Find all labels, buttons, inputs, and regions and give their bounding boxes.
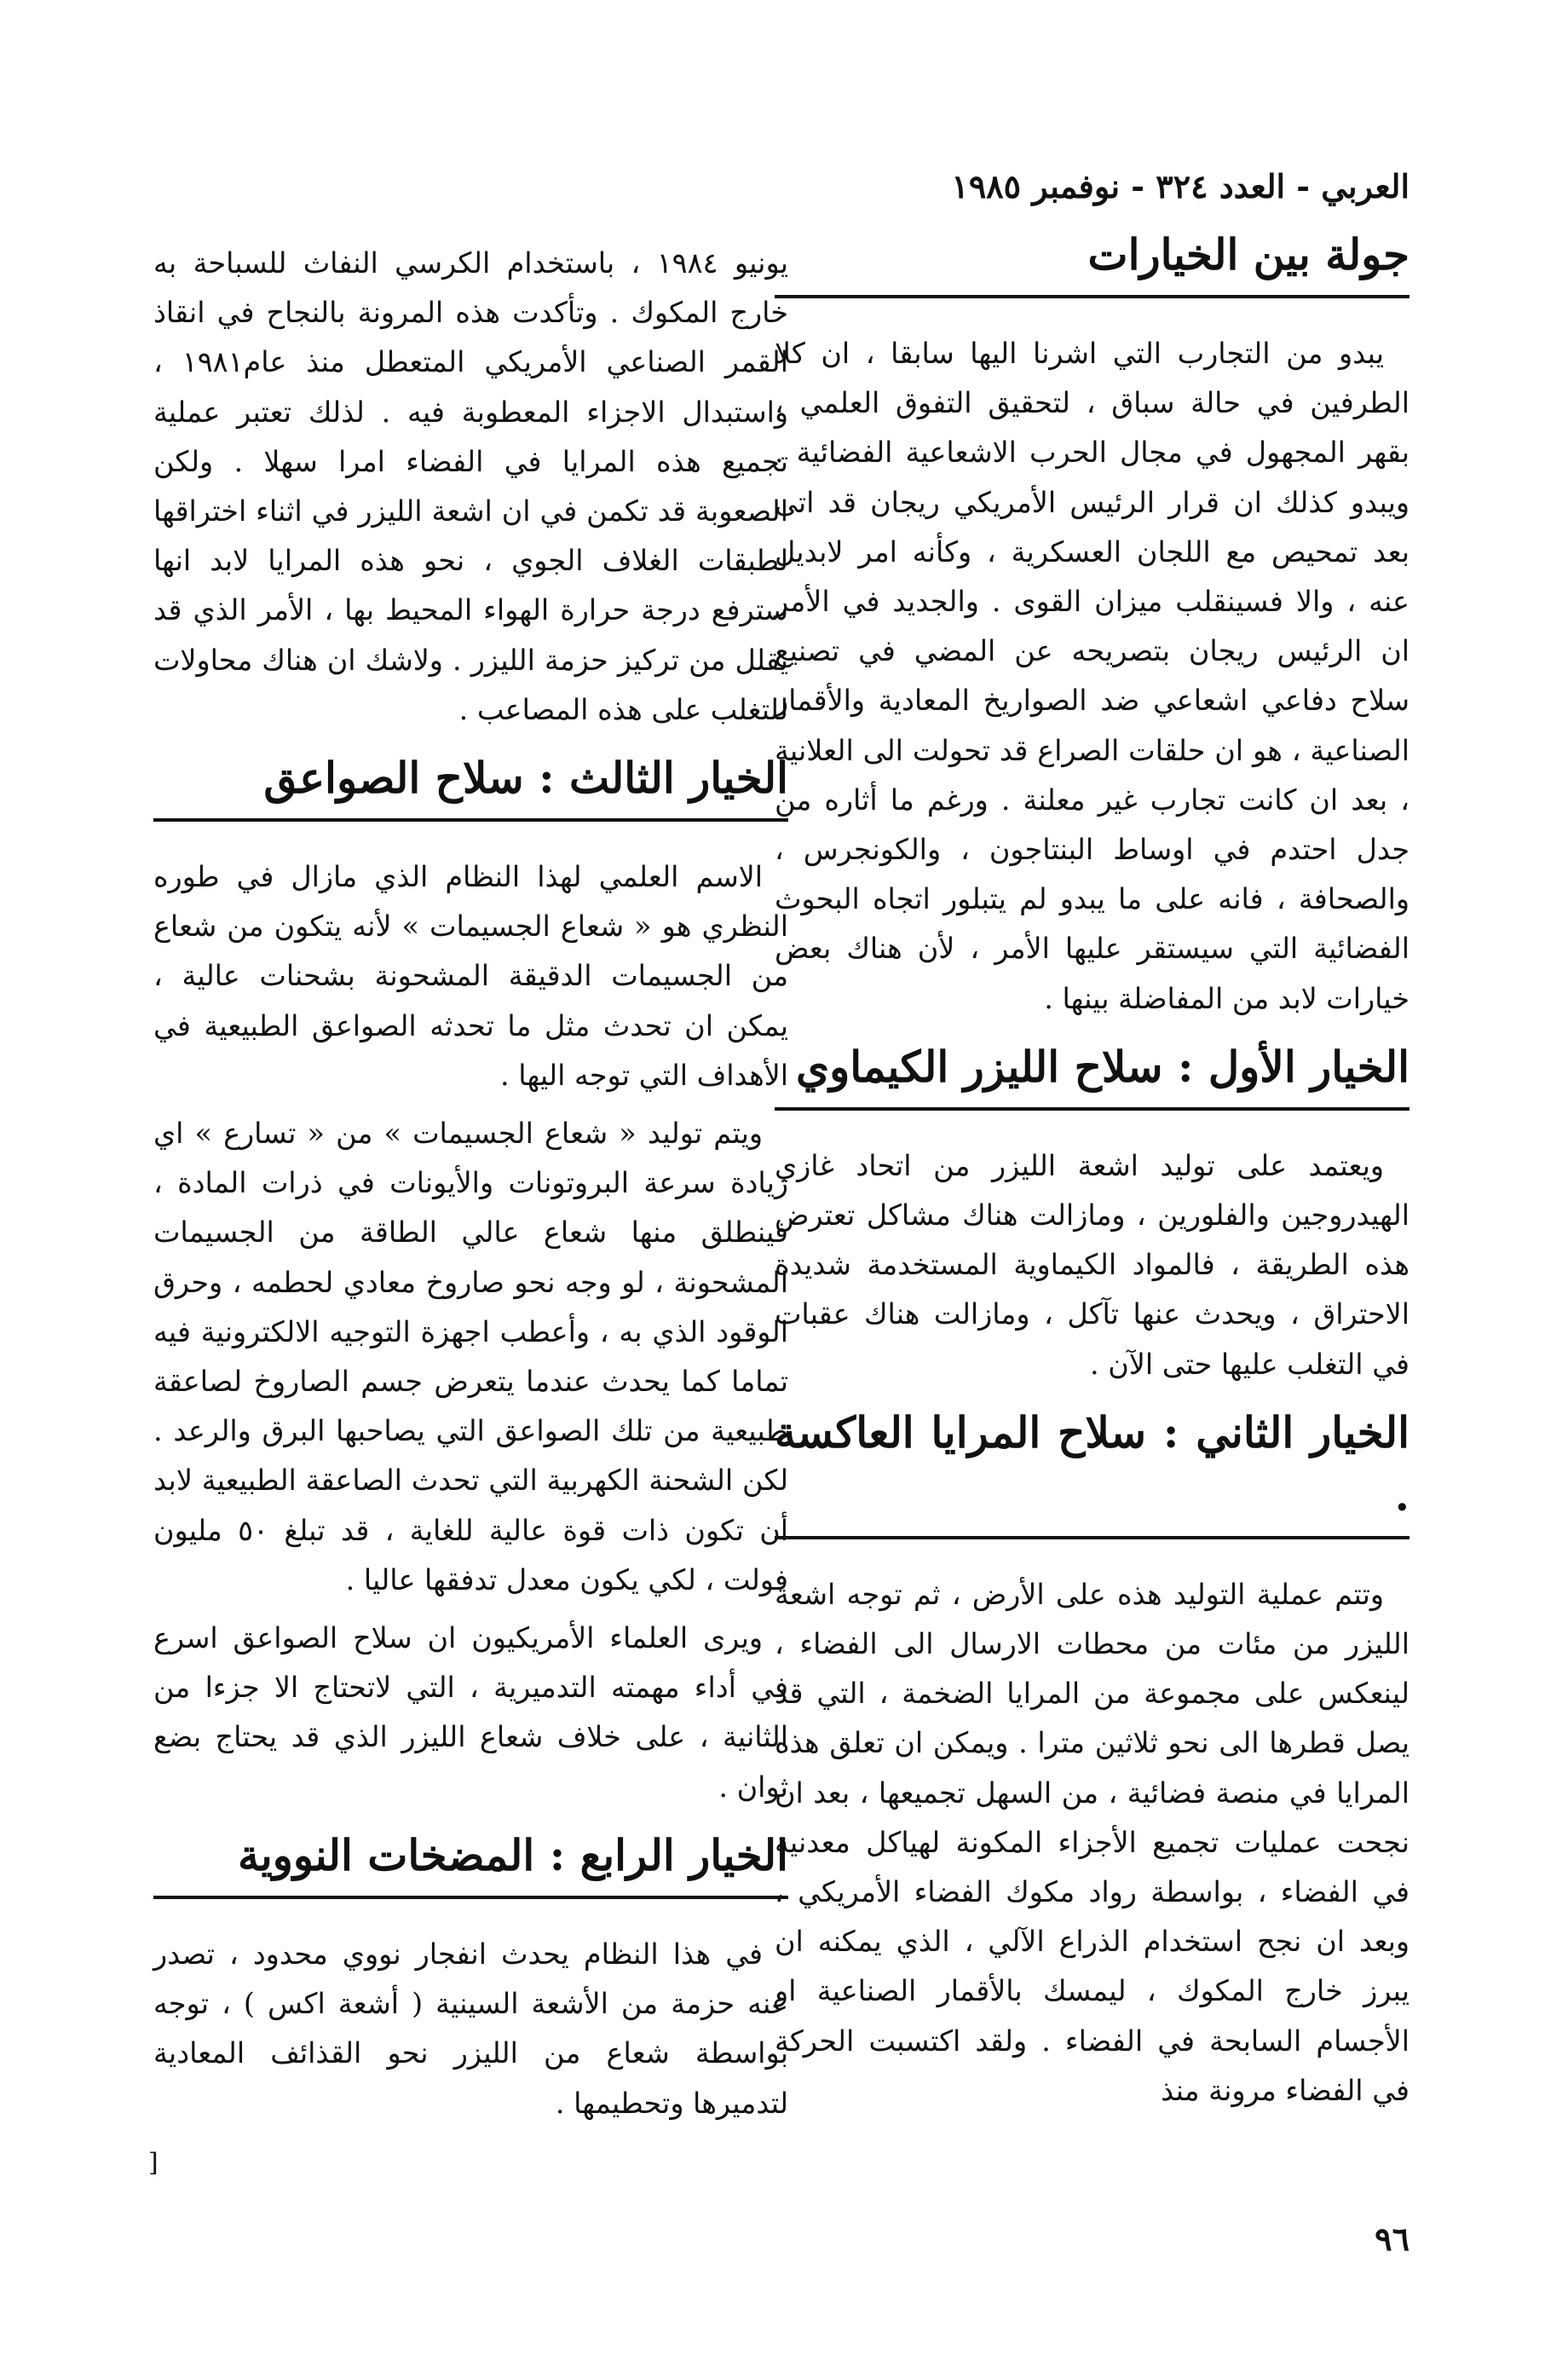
paragraph: وتتم عملية التوليد هذه على الأرض ، ثم توجه اشعة الليزر من مئات من محطات الارسال الى الفضاء ، لينعكس على مجموعة من المرايا الضخمة ، التي قد يصل قطرها الى نحو ثلاثين مترا . ويمكن ان تعلق هذه المرايا في منصة فضائية ، من السهل تجميعها ، بعد ان نجحت عمليات تجميع الأجزاء المكونة لهياكل معدنية في الفضاء ، بواسطة رواد مكوك الفضاء الأمريكي ، وبعد ان نجح استخدام الذراع الآلي ، الذي يمكنه ان يبرز خارج المكوك ، ليمسك بالأقمار الصناعية او الأجسام السابحة في الفضاء . ولقد اكتسبت الحركة في الفضاء مرونة منذ [775, 1577, 1409, 2107]
paragraph: ويتم توليد « شعاع الجسيمات » من « تسارع » اي زيادة سرعة البروتونات والأيونات في ذرات المادة ، فينطلق منها شعاع عالي الطاقة من الجسيمات المشحونة ، لو وجه نحو صاروخ معادي لحطمه ، وحرق الوقود الذي به ، وأعطب اجهزة التوجيه الالكترونية فيه تماما كما يحدث عندما يتعرض جسم الصاروخ لصاعقة طبيعية من تلك الصواعق التي يصاحبها البرق والرعد . لكن الشحنة الكهربية التي تحدث الصاعقة الطبيعية لابد أن تكون ذات قوة عالية للغاية ، قد تبلغ ٥٠ مليون فولت ، لكي يكون معدل تدفقها عاليا . [153, 1117, 788, 1596]
section-heading-choices-tour: جولة بين الخيارات [775, 223, 1409, 298]
paragraph: الاسم العلمي لهذا النظام الذي مازال في طوره النظري هو « شعاع الجسيمات » لأنه يتكون من شعاع من الجسيمات الدقيقة المشحونة بشحنات عالية ، يمكن ان تحدث مثل ما تحدثه الصواعق الطبيعية في الأهداف التي توجه اليها . [153, 860, 788, 1092]
running-head: العربي - العدد ٣٢٤ - نوفمبر ١٩٨٥ [951, 167, 1409, 205]
paragraph: يبدو من التجارب التي اشرنا اليها سابقا ، ان كلا الطرفين في حالة سباق ، لتحقيق التفوق العلمي ، بقهر المجهول في مجال الحرب الاشعاعية الفضائية . ويبدو كذلك ان قرار الرئيس الأمريكي ريجان قد اتى بعد تمحيص مع اللجان العسكرية ، وكأنه امر لابديل عنه ، والا فسينقلب ميزان القوى . والجديد في الأمر ان الرئيس ريجان بتصريحه عن المضي في تصنيع سلاح دفاعي اشعاعي ضد الصواريخ المعادية والأقمار الصناعية ، هو ان حلقات الصراع قد تحولت الى العلانية ، بعد ان كانت تجارب غير معلنة . ورغم ما أثاره من جدل احتدم في اوساط البنتاجون ، والكونجرس ، والصحافة ، فانه على ما يبدو لم يتبلور اتجاه البحوث الفضائية التي سيستقر عليها الأمر ، لأن هناك بعض خيارات لابد من المفاضلة بينها . [775, 337, 1409, 1015]
section-heading-nuclear-pumps: الخيار الرابع : المضخات النووية [153, 1824, 788, 1899]
left-column [153, 239, 788, 2137]
paragraph: ويعتمد على توليد اشعة الليزر من اتحاد غازي الهيدروجين والفلورين ، ومازالت هناك مشاكل تعترض هذه الطريقة ، فالمواد الكيماوية المستخدمة شديدة الاحتراق ، ويحدث عنها تآكل ، ومازالت هناك عقبات في التغلب عليها حتى الآن . [775, 1148, 1409, 1381]
paragraph-continued: يونيو ١٩٨٤ ، باستخدام الكرسي النفاث للسباحة به خارج المكوك . وتأكدت هذه المرونة بالنجاح في انقاذ القمر الصناعي الأمريكي المتعطل منذ عام١٩٨١ ، واستبدال الاجزاء المعطوبة فيه . لذلك تعتبر عملية تجميع هذه المرايا في الفضاء امرا سهلا . ولكن الصعوبة قد تكمن في ان اشعة الليزر في اثناء اختراقها لطبقات الغلاف الجوي ، نحو هذه المرايا لابد انها سترفع درجة حرارة الهواء المحيط بها ، الأمر الذي قد يقلل من تركيز حزمة الليزر . ولاشك ان هناك محاولات للتغلب على هذه المصاعب . [153, 246, 789, 726]
paragraph: في هذا النظام يحدث انفجار نووي محدود ، تصدر عنه حزمة من الأشعة السينية ( أشعة اكس ) ، توجه بواسطة شعاع من الليزر نحو القذائف المعادية لتدميرها وتحطيمها . [153, 1937, 788, 2120]
bracket-mark: [ [148, 2148, 159, 2178]
right-column [775, 223, 1409, 2124]
section-heading-lightning-weapon: الخيار الثالث : سلاح الصواعق [153, 747, 788, 822]
section-heading-chemical-laser: الخيار الأول : سلاح الليزر الكيماوي [775, 1036, 1409, 1111]
section-heading-reflecting-mirrors: الخيار الثاني : سلاح المرايا العاكسة . [775, 1401, 1409, 1539]
page-number: ٩٦ [1375, 2220, 1409, 2258]
paragraph: ويرى العلماء الأمريكيون ان سلاح الصواعق اسرع في أداء مهمته التدميرية ، التي لاتحتاج الا جزءا من الثانية ، على خلاف شعاع الليزر الذي قد يحتاج بضع ثوان . [153, 1621, 788, 1804]
